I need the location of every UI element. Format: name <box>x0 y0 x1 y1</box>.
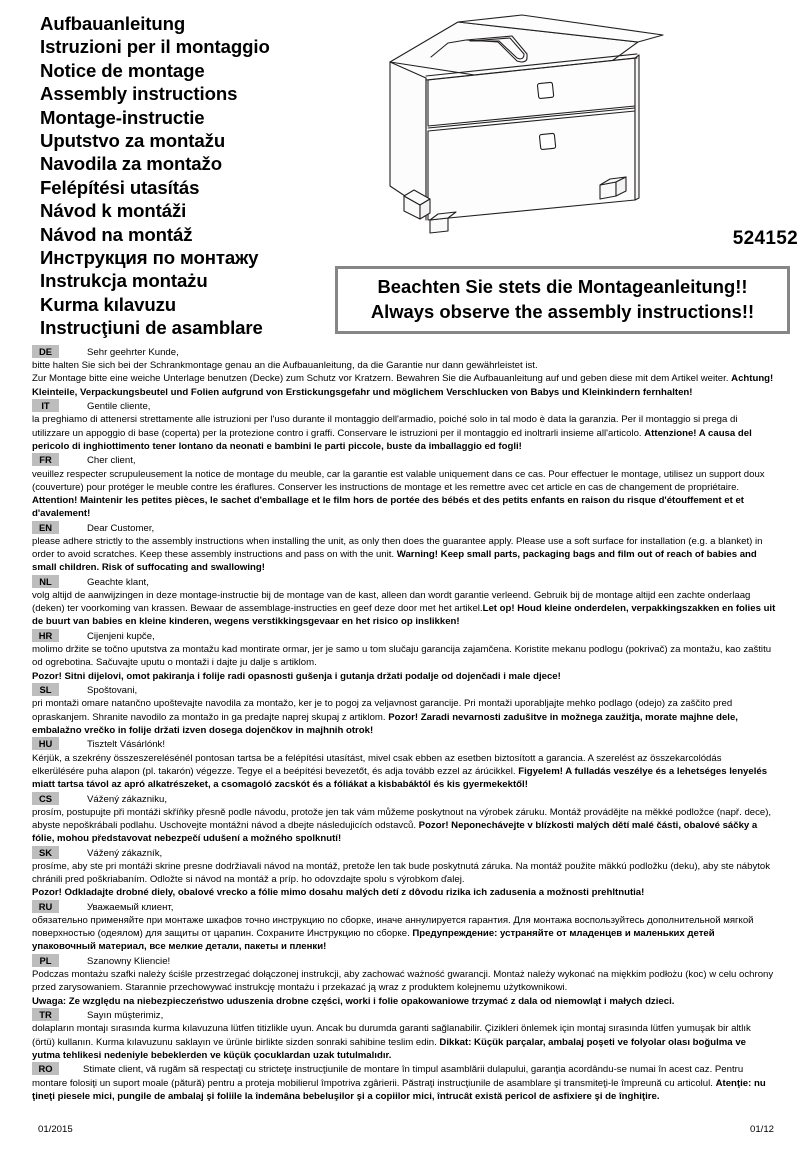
language-block-ro <box>32 1062 776 1102</box>
title-line: Aufbauanleitung <box>40 13 186 34</box>
language-block-de <box>32 345 776 399</box>
language-salutation: Уважаемый клиент, <box>87 901 174 913</box>
language-body-text: volg altijd de aanwijzingen in deze montage-instructie bij de montage van de kast, alleen dan wordt garantie verleend. Gebruik bij de montage altijd een zachte onderlaag (deken) ter voorkoming van krassen. Bewaar de assemblage-instructies en geef deze door met het artikel.Let op! Houd kleine onderdelen, verpakkingszakken en folies uit de buurt van babies en kleine kinderen, wegens verstikkingsgevaar en het risico op inslikken! <box>32 590 776 628</box>
language-salutation: Tisztelt Vásárlónk! <box>87 739 166 751</box>
language-block-heading <box>32 792 776 806</box>
language-block-heading <box>32 1008 776 1022</box>
language-block-cs <box>32 792 776 846</box>
language-block-sl <box>32 683 776 737</box>
language-block-fr <box>32 453 776 520</box>
title-line: Návod na montáž <box>40 223 193 245</box>
language-code-badge: RO <box>32 1062 59 1075</box>
cabinet-illustration <box>386 14 666 246</box>
language-body-text: bitte halten Sie sich bei der Schrankmontage genau an die Aufbauanleitung, da die Garantie nur dann gewährleistet ist. Zur Montage bitte eine weiche Unterlage benutzen (Decke) zum Schutz vor Kratzern. Bewahren Sie die Aufbauanleitung auf und geben diese mit dem Artikel weiter. Achtung! Kleinteile, Verpackungsbeutel und Folien aufgrund von Erstickungsgefahr und möglichem Verschlucken von Babys und Kleinkindern fernhalten! <box>32 360 774 398</box>
language-block-heading <box>32 737 776 751</box>
language-salutation: Vážený zákazník, <box>87 847 163 859</box>
title-line: Инструкция по монтажу <box>40 247 259 269</box>
title-line: Felépítési utasítás <box>40 176 200 198</box>
language-block-heading <box>32 575 776 589</box>
title-line: Navodila za montažo <box>40 153 223 175</box>
language-salutation: Cijenjeni kupče, <box>87 631 155 643</box>
title-line: Assembly instructions <box>40 83 238 105</box>
language-block-heading <box>32 954 776 968</box>
title-line: Kurma kılavuzu <box>40 293 177 315</box>
language-salutation: Sehr geehrter Kunde, <box>87 347 179 358</box>
title-line: Návod k montáži <box>40 200 187 222</box>
language-blocks <box>32 345 776 1103</box>
language-body-text: la preghiamo di attenersi strettamente alle istruzioni per l'uso durante il montaggio dell'armadio, poiché solo in tal modo è data la garanzia. Per il montaggio si prega di utilizzare un appoggio di base (coperta) per la protezione contro i graffi. Conservare le istruzioni per il montaggio ed inoltrarli insieme all'articolo. Attenzione! A causa del pericolo di inghiottimento tener lontano da neonati e bambini le parti piccole, buste da imballaggio ed fogli! <box>32 414 752 452</box>
title-line: Montage-instructie <box>40 106 205 128</box>
language-block-pl <box>32 954 776 1008</box>
language-salutation: Spoštovani, <box>87 685 138 697</box>
language-code-badge: PL <box>32 954 59 967</box>
document-footer <box>38 1124 774 1135</box>
language-salutation: Dear Customer, <box>87 522 155 534</box>
notice-line-de: Beachten Sie stets die Montageanleitung!! <box>377 276 748 297</box>
language-block-heading <box>32 629 776 643</box>
language-body-text: RO Stimate client, vă rugăm să respectaţi cu stricteţe instrucţiunile de montare în timpul asamblării dulapului, garanţia acordându-se numai în acest caz. Pentru montare folosiţi un suport moale (pătură) pentru a proteja mobilierul împotriva zgârierii. Păstraţi instrucţiunile de asamblare şi transmiteţi-le împreună cu articolul. Atenţie: nu ţineţi piesele mici, pungile de ambalaj şi foliile la îndemâna bebeluşilor şi a copiilor mici, întrucât există pericol de asfixiere şi de înghiţire. <box>32 1063 766 1102</box>
language-code-badge: EN <box>32 521 59 534</box>
language-code-badge: IT <box>32 399 59 412</box>
language-block-heading <box>32 900 776 914</box>
language-block-en <box>32 521 776 575</box>
language-salutation: Gentile cliente, <box>87 401 151 413</box>
language-code-badge: HU <box>32 737 59 750</box>
language-code-badge: FR <box>32 453 59 466</box>
language-code-badge: DE <box>32 345 59 358</box>
language-body-text: molimo držite se točno uputstva za montažu kad montirate ormar, jer je samo u tom slučaju garancija zajamčena. Koristite mekanu podlogu (pokrivač) za montažu, kao zaštitu od ogrebotina. Sačuvajte uputu o montaži i dajte ju dalje s artiklom. Pozor! Sitni dijelovi, omot pakiranja i folije radi opasnosti gušenja i gutanja držati podalje od dojenčadi i male djece! <box>32 644 772 682</box>
language-salutation: Vážený zákazniku, <box>87 793 167 805</box>
language-salutation: Cher client, <box>87 455 136 467</box>
title-language-list <box>40 12 370 340</box>
language-body-text: Kérjük, a szekrény összeszerelésénél pontosan tartsa be a felépítési utasítást, mivel csak ebben az esetben biztosított a garancia. A szerelést az összekarcolódás elkerülésére puha alapon (pl. takarón) végezze. Tegye el a beépítési bevezetőt, és adja tovább ezzel az árúcikkel. Figyelem! A fulladás veszélye és a lehetséges lenyelés miatt tartsa távol az apró alkatrészeket, a csomagoló zacskót és a fóliákat a kisbabáktól és kis gyermekektől! <box>32 752 768 790</box>
language-salutation: Szanowny Kliencie! <box>87 956 171 968</box>
language-salutation: Sayın müşterimiz, <box>87 1010 164 1022</box>
language-block-hu <box>32 737 776 791</box>
document-header <box>0 0 808 340</box>
language-block-heading <box>32 846 776 860</box>
language-body-text: veuillez respecter scrupuleusement la notice de montage du meuble, car la garantie est valable uniquement dans ce cas. Pour effectuer le montage, utilisez un support doux (couverture) pour protéger le meuble contre les éraflures. Conserver les instructions de montage et les remettre avec cet article en cas de changement de propriétaire. Attention! Maintenir les petites pièces, le sachet d'emballage et le film hors de portée des bébés et des petits enfants en raison du risque d'étouffement et et d'avalement! <box>32 468 765 520</box>
language-block-tr <box>32 1008 776 1062</box>
language-block-heading <box>32 521 776 535</box>
notice-line-en: Always observe the assembly instructions!! <box>370 301 755 322</box>
language-code-badge: SL <box>32 683 59 696</box>
language-code-badge: SK <box>32 846 59 859</box>
language-block-it <box>32 399 776 453</box>
language-body-text: prosíme, aby ste pri montáži skrine presne dodržiavali návod na montáž, pretože len tak bude poskytnutá záruka. Na montáž použite mäkkú podložku (deku), aby ste nábytok chránili pred poškriabaním. Odložte si návod na montáž a príp. ho odovzdajte spolu s výrobkom ďalej. Pozor! Odkladajte drobné diely, obalové vrecko a fólie mimo dosahu malých detí z dôvodu rizika ich zadusenia a možnosti prehltnutia! <box>32 860 771 899</box>
language-salutation: Geachte klant, <box>87 576 149 588</box>
language-block-heading <box>32 683 776 697</box>
notice-box <box>335 266 790 334</box>
language-code-badge: NL <box>32 575 59 588</box>
footer-page: 01/12 <box>749 1124 774 1135</box>
language-block-heading <box>32 453 776 467</box>
language-body-text: please adhere strictly to the assembly instructions when installing the unit, as only then does the guarantee apply. Please use a soft surface for installation (e.g. a blanket) in order to avoid scratches. Keep these assembly instructions and pass on with the unit. Warning! Keep small parts, packaging bags and film out of reach of babies and small children. Risk of suffocating and swallowing! <box>32 535 763 574</box>
language-code-badge: RU <box>32 900 59 913</box>
language-body-text: обязательно применяйте при монтаже шкафов точно инструкцию по сборке, иначе аннулируется гарантия. Для монтажа воспользуйтесь дополнительной мягкой поверхностью (одеялом) для защиты от царапин. Сохраните Инструкцию по сборке. Предупреждение: устраняйте от младенцев и маленьких детей упаковочный материал, все мелкие детали, пакеты и пленки! <box>32 915 754 953</box>
language-body-text: Podczas montażu szafki należy ściśle przestrzegać dołączonej instrukcji, aby zachować ważność gwarancji. Montaż należy wykonać na miękkim podłożu (koc) w celu ochrony przed zarysowaniem. Starannie przechowywać instrukcję montażu i przekazać ją wraz z produktem kolejnemu użytkownikowi. Uwaga: Ze względu na niebezpieczeństwo uduszenia drobne części, worki i folie opakowaniowe trzymać z dala od niemowląt i małych dzieci. <box>32 969 774 1007</box>
language-body-text: prosím, postupujte při montáži skříňky přesně podle návodu, protože jen tak vám můžeme poskytnout na výrobek záruku. Montáž provádějte na měkké podložce (např. dece), abyste nepoškrábali podlahu. Uschovejte montážni návod a dbejte následujicích odstavců. Pozor! Neponechávejte v blízkosti malých dětí malé části, obalové sáčky a fólie, mohou představovat nebezpečí udušení a možného spolknutí! <box>32 806 772 845</box>
title-line: Istruzioni per il montaggio <box>40 36 270 58</box>
article-number: 524152 <box>732 228 798 249</box>
language-block-ru <box>32 900 776 954</box>
language-code-badge: TR <box>32 1008 59 1021</box>
language-body-text: dolapların montajı sırasında kurma kılavuzuna lütfen titizlikle uyun. Ancak bu durumda garanti sağlanabilir. Çizikleri önlemek için montaj sırasında lütfen yumuşak bir altlık (örtü) kullanın. Kurma kılavuzunu saklayın ve ürünle birlikte sizden sonraki sahibine teslim edin. Dikkat: Küçük parçalar, ambalaj poşeti ve folyolar olası boğulma ve yutma tehlikesi nedeniyle bebeklerden ve küçük çocuklardan uzak tutulmalıdır. <box>32 1023 751 1061</box>
language-code-badge: HR <box>32 629 59 642</box>
language-block-sk <box>32 846 776 900</box>
language-body-text: pri montaži omare natančno upoštevajte navodila za montažo, ker je to pogoj za veljavnost garancije. Pri montaži uporabljajte mehko podlago (odejo) za zaščito pred opraskanjem. Shranite navodilo za montažo in ga predajte naprej skupaj z artiklom. Pozor! Zaradi nevarnosti zadušitve in možnega zaužitja, morate majhne dele, embalažno vrečko in folije držati izven dosega dojenčkov in majhnih otrok! <box>32 698 738 736</box>
language-block-heading <box>32 345 776 359</box>
language-block-hr <box>32 629 776 683</box>
language-block-heading <box>32 399 776 413</box>
title-line: Notice de montage <box>40 59 205 81</box>
title-line: Instrucţiuni de asamblare <box>40 317 263 339</box>
title-line: Uputstvo za montažu <box>40 130 226 152</box>
language-block-nl <box>32 575 776 629</box>
footer-date: 01/2015 <box>38 1124 73 1135</box>
title-line: Instrukcja montażu <box>40 270 208 292</box>
language-code-badge: CS <box>32 792 59 805</box>
